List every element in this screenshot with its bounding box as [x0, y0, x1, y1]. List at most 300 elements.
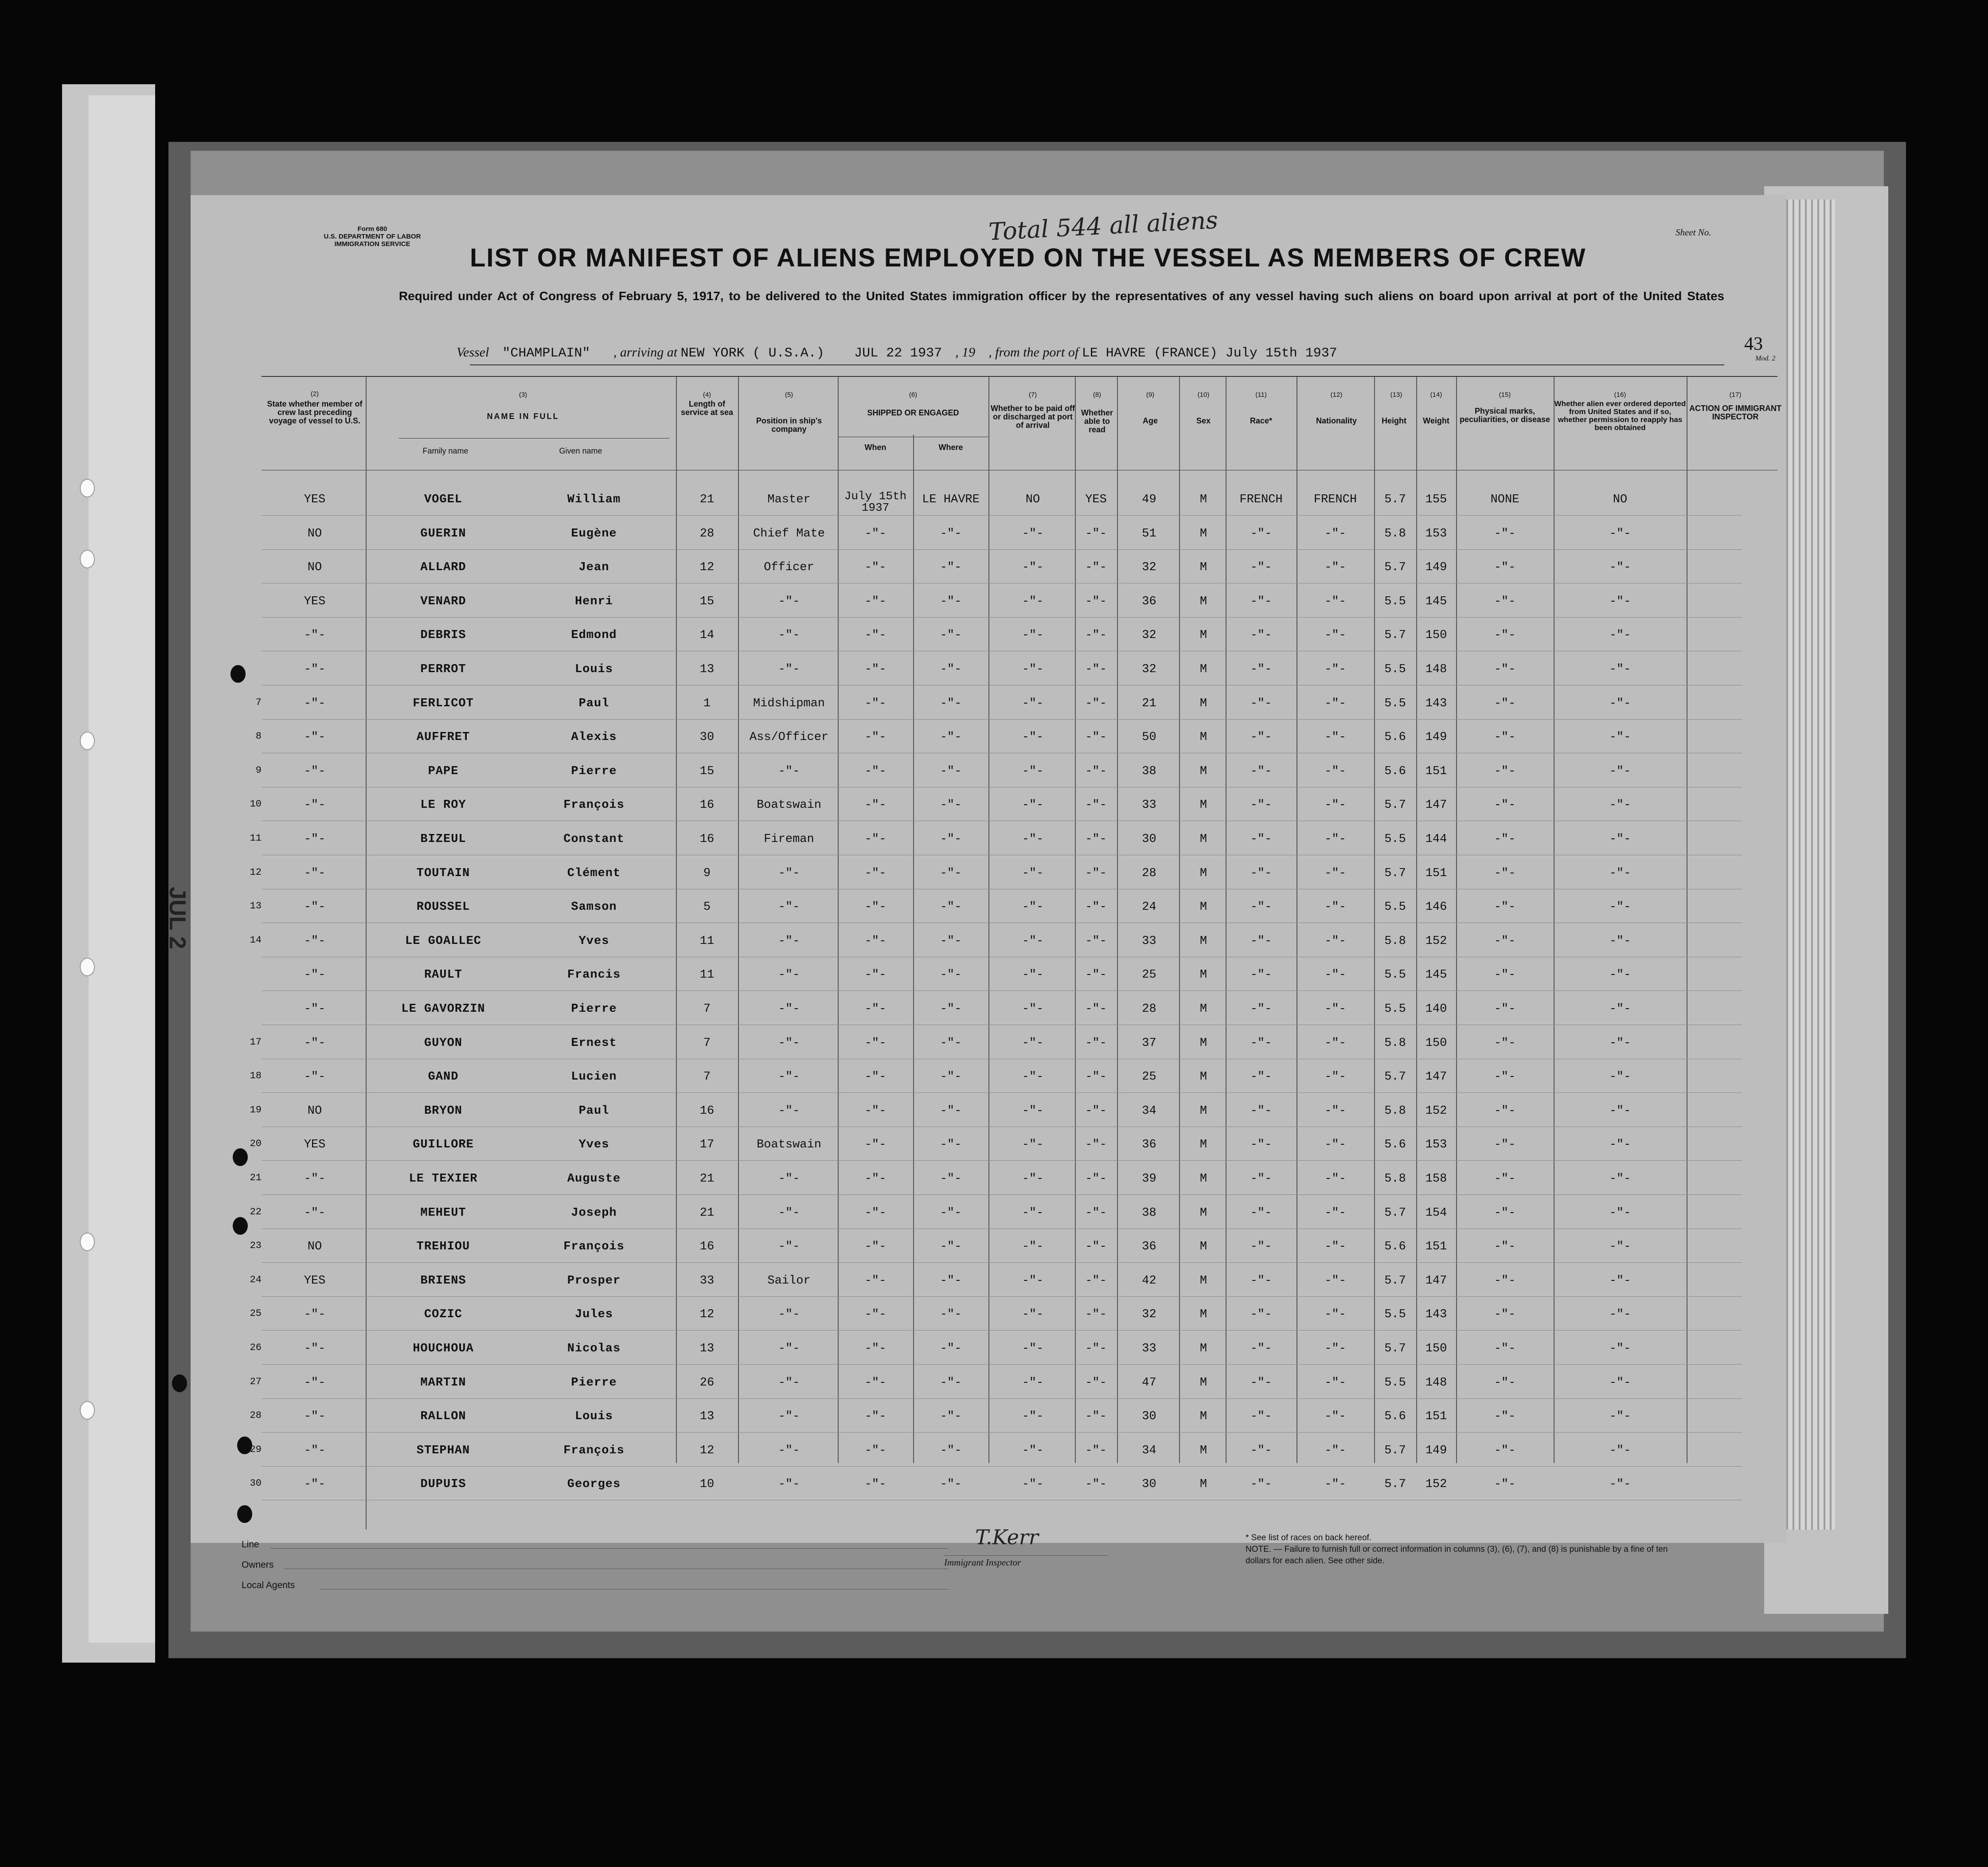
able-to-read-cell: -"- — [1085, 1104, 1107, 1118]
shipped-when-cell: -"- — [864, 629, 887, 642]
deported-cell: -"- — [1609, 1138, 1631, 1151]
weight-cell: 143 — [1425, 697, 1447, 710]
height-cell: 5.5 — [1384, 1002, 1406, 1016]
family-name-cell: PERROT — [420, 663, 466, 676]
race-cell: -"- — [1250, 1206, 1272, 1220]
given-name-cell: Ernest — [571, 1037, 617, 1050]
physical-marks-cell: -"- — [1494, 798, 1516, 812]
physical-marks-cell: -"- — [1494, 731, 1516, 744]
col-17-number: (17) — [1729, 391, 1742, 399]
line-number: 19 — [250, 1104, 262, 1116]
arriving-port: NEW YORK ( U.S.A.) — [680, 346, 824, 361]
weight-cell: 151 — [1425, 1240, 1447, 1253]
height-cell: 5.6 — [1384, 1240, 1406, 1253]
height-cell: 5.5 — [1384, 595, 1406, 608]
shipped-when-cell: -"- — [864, 1138, 887, 1151]
shipped-when-cell: -"- — [864, 1037, 887, 1050]
able-to-read-cell: -"- — [1085, 561, 1107, 574]
row-rule — [262, 719, 1742, 720]
length-of-service-cell: 12 — [699, 1444, 715, 1457]
age-cell: 30 — [1142, 1478, 1156, 1491]
position-cell: Sailor — [767, 1274, 811, 1288]
prev-voyage-cell: -"- — [304, 1342, 326, 1355]
shipped-when-cell: -"- — [864, 1240, 887, 1253]
race-cell: -"- — [1250, 833, 1272, 846]
sex-cell: M — [1199, 493, 1207, 506]
family-name-cell: TREHIOU — [416, 1240, 470, 1253]
owners-label: Owners — [242, 1560, 274, 1570]
age-cell: 38 — [1142, 765, 1156, 778]
paid-off-cell: -"- — [1022, 1037, 1044, 1050]
shipped-when-cell: -"- — [864, 833, 887, 846]
col-8-header: Whether able to read — [1081, 408, 1113, 434]
weight-cell: 147 — [1425, 1070, 1447, 1084]
position-cell: -"- — [778, 765, 800, 778]
shipped-when-cell: -"- — [864, 1410, 887, 1423]
position-cell: -"- — [778, 1070, 800, 1084]
shipped-where-cell: -"- — [940, 1037, 962, 1050]
mod-label: Mod. 2 — [1755, 355, 1776, 362]
paid-off-cell: -"- — [1022, 1478, 1044, 1491]
position-cell: -"- — [778, 1478, 800, 1491]
deported-cell: -"- — [1609, 1240, 1631, 1253]
nationality-cell: -"- — [1324, 1037, 1346, 1050]
paid-off-cell: -"- — [1022, 1444, 1044, 1457]
length-of-service-cell: 13 — [699, 663, 715, 676]
race-cell: -"- — [1250, 663, 1272, 676]
paid-off-cell: NO — [1025, 493, 1040, 506]
deported-cell: -"- — [1609, 1037, 1631, 1050]
line-number: 9 — [255, 765, 262, 776]
length-of-service-cell: 12 — [699, 1308, 715, 1321]
height-cell: 5.8 — [1384, 527, 1406, 540]
prev-voyage-cell: YES — [304, 493, 326, 506]
deported-cell: -"- — [1609, 798, 1631, 812]
age-cell: 51 — [1142, 527, 1156, 540]
paid-off-cell: -"- — [1022, 629, 1044, 642]
paid-off-cell: -"- — [1022, 867, 1044, 880]
weight-cell: 151 — [1425, 867, 1447, 880]
given-name-cell: Nicolas — [567, 1342, 621, 1355]
weight-cell: 151 — [1425, 765, 1447, 778]
height-cell: 5.7 — [1384, 1444, 1406, 1457]
shipped-where-cell: -"- — [940, 1138, 962, 1151]
race-cell: -"- — [1250, 1274, 1272, 1288]
physical-marks-cell: -"- — [1494, 968, 1516, 982]
sex-cell: M — [1199, 798, 1207, 812]
col-5-number: (5) — [785, 391, 793, 399]
age-cell: 24 — [1142, 900, 1156, 914]
family-name-cell: BIZEUL — [420, 833, 466, 846]
able-to-read-cell: -"- — [1085, 1478, 1107, 1491]
length-of-service-cell: 11 — [699, 935, 715, 948]
prev-voyage-cell: NO — [307, 1104, 322, 1118]
line-number: 29 — [250, 1444, 262, 1455]
given-name-cell: Clément — [567, 867, 621, 880]
shipped-where-cell: -"- — [940, 1240, 962, 1253]
service-name: IMMIGRATION SERVICE — [334, 240, 410, 248]
length-of-service-cell: 16 — [699, 1104, 715, 1118]
length-of-service-cell: 13 — [699, 1410, 715, 1423]
given-name-cell: Eugène — [571, 527, 617, 540]
col-11-header: Race* — [1250, 416, 1273, 425]
row-rule — [262, 1466, 1742, 1467]
deported-cell: -"- — [1609, 697, 1631, 710]
nationality-cell: -"- — [1324, 1240, 1346, 1253]
race-cell: -"- — [1250, 1138, 1272, 1151]
line-number: 20 — [250, 1138, 262, 1149]
age-cell: 32 — [1142, 561, 1156, 574]
prev-voyage-cell: NO — [307, 1240, 322, 1253]
col-5-header: Position in ship's company — [756, 416, 822, 434]
weight-cell: 147 — [1425, 798, 1447, 812]
deported-cell: -"- — [1609, 561, 1631, 574]
weight-cell: 146 — [1425, 900, 1447, 914]
given-name-cell: Francis — [567, 968, 621, 982]
physical-marks-cell: -"- — [1494, 697, 1516, 710]
family-name-cell: LE GOALLEC — [405, 935, 482, 948]
weight-cell: 155 — [1425, 493, 1447, 506]
paid-off-cell: -"- — [1022, 765, 1044, 778]
sex-cell: M — [1199, 968, 1207, 982]
paid-off-cell: -"- — [1022, 900, 1044, 914]
family-name-cell: PAPE — [428, 765, 459, 778]
sex-cell: M — [1199, 1206, 1207, 1220]
row-rule — [262, 1092, 1742, 1093]
height-cell: 5.7 — [1384, 1274, 1406, 1288]
shipped-where-cell: -"- — [940, 833, 962, 846]
able-to-read-cell: -"- — [1085, 731, 1107, 744]
weight-cell: 149 — [1425, 1444, 1447, 1457]
weight-cell: 140 — [1425, 1002, 1447, 1016]
nationality-cell: -"- — [1324, 1206, 1346, 1220]
prev-voyage-cell: -"- — [304, 1410, 326, 1423]
height-cell: 5.7 — [1384, 1206, 1406, 1220]
shipped-where-cell: -"- — [940, 1410, 962, 1423]
binder-hole — [233, 1217, 248, 1235]
race-cell: -"- — [1250, 595, 1272, 608]
prev-voyage-cell: -"- — [304, 968, 326, 982]
race-cell: -"- — [1250, 935, 1272, 948]
deported-cell: NO — [1613, 493, 1628, 506]
sex-cell: M — [1199, 833, 1207, 846]
shipped-where-cell: -"- — [940, 765, 962, 778]
physical-marks-cell: -"- — [1494, 1342, 1516, 1355]
given-name-cell: Joseph — [571, 1206, 617, 1220]
nationality-cell: -"- — [1324, 765, 1346, 778]
vessel-line — [457, 345, 1769, 361]
col-divider — [366, 377, 367, 1530]
able-to-read-cell: -"- — [1085, 765, 1107, 778]
able-to-read-cell: -"- — [1085, 900, 1107, 914]
weight-cell: 153 — [1425, 1138, 1447, 1151]
height-cell: 5.5 — [1384, 833, 1406, 846]
line-number: 18 — [250, 1070, 262, 1081]
able-to-read-cell: -"- — [1085, 1240, 1107, 1253]
given-name-cell: François — [563, 1240, 625, 1253]
shipped-where-cell: -"- — [940, 1206, 962, 1220]
row-rule — [262, 617, 1742, 618]
strip-hole — [80, 1401, 95, 1420]
deported-cell: -"- — [1609, 629, 1631, 642]
paid-off-cell: -"- — [1022, 935, 1044, 948]
line-number: 25 — [250, 1308, 262, 1319]
sex-cell: M — [1199, 1478, 1207, 1491]
shipped-where-cell: -"- — [940, 1478, 962, 1491]
prev-voyage-cell: YES — [304, 1138, 326, 1151]
given-name-cell: Jean — [578, 561, 609, 574]
deported-cell: -"- — [1609, 1002, 1631, 1016]
position-cell: -"- — [778, 935, 800, 948]
prev-voyage-cell: -"- — [304, 1376, 326, 1389]
race-cell: -"- — [1250, 629, 1272, 642]
strip-hole — [80, 732, 95, 750]
position-cell: -"- — [778, 663, 800, 676]
stacked-page-edges — [1782, 200, 1835, 1530]
row-rule — [262, 549, 1742, 550]
deported-cell: -"- — [1609, 1478, 1631, 1491]
row-rule — [262, 1432, 1742, 1433]
length-of-service-cell: 16 — [699, 1240, 715, 1253]
line-number: 27 — [250, 1376, 262, 1387]
age-cell: 28 — [1142, 1002, 1156, 1016]
physical-marks-cell: -"- — [1494, 663, 1516, 676]
able-to-read-cell: -"- — [1085, 1037, 1107, 1050]
shipped-when-cell: -"- — [864, 595, 887, 608]
shipped-where-cell: -"- — [940, 1308, 962, 1321]
family-name-cell: GUYON — [424, 1037, 462, 1050]
paid-off-cell: -"- — [1022, 798, 1044, 812]
given-name-cell: Alexis — [571, 731, 617, 744]
shipped-when-cell: -"- — [864, 1002, 887, 1016]
position-cell: -"- — [778, 1240, 800, 1253]
family-name-cell: MARTIN — [420, 1376, 466, 1389]
family-name-cell: MEHEUT — [420, 1206, 466, 1220]
line-number: 14 — [250, 935, 262, 946]
deported-cell: -"- — [1609, 1410, 1631, 1423]
age-cell: 32 — [1142, 629, 1156, 642]
deported-cell: -"- — [1609, 867, 1631, 880]
col-divider — [1117, 377, 1118, 1463]
family-name-cell: RAULT — [424, 968, 462, 982]
given-name-cell: Henri — [574, 595, 613, 608]
height-cell: 5.5 — [1384, 663, 1406, 676]
weight-cell: 158 — [1425, 1172, 1447, 1186]
length-of-service-cell: 33 — [699, 1274, 715, 1288]
race-cell: -"- — [1250, 1037, 1272, 1050]
age-cell: 39 — [1142, 1172, 1156, 1186]
sex-cell: M — [1199, 1138, 1207, 1151]
race-cell: -"- — [1250, 1240, 1272, 1253]
prev-voyage-cell: -"- — [304, 1478, 326, 1491]
able-to-read-cell: -"- — [1085, 663, 1107, 676]
height-cell: 5.5 — [1384, 968, 1406, 982]
page-subtitle: Required under Act of Congress of February 5, 1917, to be delivered to the United States immigration officer by the representatives of any vessel having such aliens on board upon arrival at port of the United States — [398, 289, 1725, 303]
race-cell: -"- — [1250, 1444, 1272, 1457]
given-name-cell: François — [563, 798, 625, 812]
side-date-stamp: JUL 2 — [164, 887, 190, 949]
sex-cell: M — [1199, 561, 1207, 574]
nationality-cell: -"- — [1324, 1308, 1346, 1321]
nationality-cell: -"- — [1324, 731, 1346, 744]
binder-hole — [230, 665, 246, 683]
row-rule — [262, 515, 1742, 516]
paid-off-cell: -"- — [1022, 1240, 1044, 1253]
shipped-when-cell: -"- — [864, 527, 887, 540]
table-top-rule — [262, 376, 1777, 377]
col-16-header: Whether alien ever ordered deported from United States and if so, whether permission to reapply has been obtained — [1554, 399, 1686, 432]
shipped-where-cell: -"- — [940, 1444, 962, 1457]
col-10-number: (10) — [1197, 391, 1210, 399]
given-name-cell: Georges — [567, 1478, 621, 1491]
age-cell: 34 — [1142, 1104, 1156, 1118]
given-name-cell: Prosper — [567, 1274, 621, 1288]
length-of-service-cell: 5 — [703, 900, 711, 914]
race-cell: -"- — [1250, 1410, 1272, 1423]
line-number: 7 — [255, 697, 262, 708]
position-cell: -"- — [778, 1172, 800, 1186]
weight-cell: 151 — [1425, 1410, 1447, 1423]
given-name-cell: Paul — [578, 1104, 609, 1118]
col-3-number: (3) — [519, 391, 527, 399]
able-to-read-cell: -"- — [1085, 1138, 1107, 1151]
col-9-header: Age — [1142, 416, 1158, 425]
paid-off-cell: -"- — [1022, 731, 1044, 744]
able-to-read-cell: -"- — [1085, 1206, 1107, 1220]
weight-cell: 152 — [1425, 935, 1447, 948]
form-number: Form 680 — [357, 225, 387, 233]
col-6-number: (6) — [909, 391, 918, 399]
age-cell: 38 — [1142, 1206, 1156, 1220]
year-label: , 19 — [955, 345, 976, 360]
weight-cell: 147 — [1425, 1274, 1447, 1288]
family-name-cell: STEPHAN — [416, 1444, 470, 1457]
race-note: * See list of races on back hereof. — [1246, 1533, 1372, 1542]
length-of-service-cell: 26 — [699, 1376, 715, 1389]
shipped-where-cell: -"- — [940, 1342, 962, 1355]
position-cell: Ass/Officer — [749, 731, 829, 744]
age-cell: 33 — [1142, 798, 1156, 812]
sex-cell: M — [1199, 527, 1207, 540]
weight-cell: 148 — [1425, 663, 1447, 676]
able-to-read-cell: -"- — [1085, 595, 1107, 608]
length-of-service-cell: 15 — [699, 765, 715, 778]
sex-cell: M — [1199, 1444, 1207, 1457]
shipped-when-cell: -"- — [864, 1342, 887, 1355]
physical-marks-cell: -"- — [1494, 1444, 1516, 1457]
shipped-where-cell: -"- — [940, 935, 962, 948]
sex-cell: M — [1199, 1308, 1207, 1321]
from-port: LE HAVRE (FRANCE) July 15th 1937 — [1082, 346, 1337, 361]
deported-cell: -"- — [1609, 900, 1631, 914]
family-name-cell: GAND — [428, 1070, 459, 1084]
prev-voyage-cell: -"- — [304, 1206, 326, 1220]
family-name-header: Family name — [422, 446, 469, 455]
row-rule — [262, 1296, 1742, 1297]
age-cell: 36 — [1142, 595, 1156, 608]
col-12-number: (12) — [1330, 391, 1343, 399]
height-cell: 5.6 — [1384, 731, 1406, 744]
nationality-cell: -"- — [1324, 1104, 1346, 1118]
nationality-cell: -"- — [1324, 1274, 1346, 1288]
age-cell: 42 — [1142, 1274, 1156, 1288]
given-name-header: Given name — [559, 446, 602, 455]
paid-off-cell: -"- — [1022, 595, 1044, 608]
handwritten-note: Total 544 all aliens — [988, 206, 1219, 246]
nationality-cell: -"- — [1324, 867, 1346, 880]
race-cell: -"- — [1250, 1308, 1272, 1321]
paid-off-cell: -"- — [1022, 1376, 1044, 1389]
able-to-read-cell: YES — [1085, 493, 1107, 506]
age-cell: 49 — [1142, 493, 1156, 506]
form-info — [319, 225, 426, 248]
shipped-when-cell: -"- — [864, 731, 887, 744]
shipped-when-cell: July 15th 1937 — [844, 490, 907, 514]
physical-marks-cell: -"- — [1494, 900, 1516, 914]
shipped-where-cell: -"- — [940, 1274, 962, 1288]
paid-off-cell: -"- — [1022, 697, 1044, 710]
family-name-cell: RALLON — [420, 1410, 466, 1423]
prev-voyage-cell: YES — [304, 595, 326, 608]
nationality-cell: -"- — [1324, 798, 1346, 812]
given-name-cell: Edmond — [571, 629, 617, 642]
col-divider — [988, 377, 989, 1463]
height-cell: 5.5 — [1384, 697, 1406, 710]
able-to-read-cell: -"- — [1085, 1172, 1107, 1186]
col-13-number: (13) — [1390, 391, 1402, 399]
col-15-header: Physical marks, peculiarities, or disease — [1459, 407, 1551, 424]
race-cell: -"- — [1250, 765, 1272, 778]
race-cell: -"- — [1250, 731, 1272, 744]
paid-off-cell: -"- — [1022, 1342, 1044, 1355]
family-name-cell: COZIC — [424, 1308, 462, 1321]
physical-marks-cell: -"- — [1494, 867, 1516, 880]
line-number: 8 — [255, 731, 262, 742]
shipped-when-cell: -"- — [864, 1274, 887, 1288]
race-cell: FRENCH — [1239, 493, 1283, 506]
position-cell: -"- — [778, 968, 800, 982]
col-4-number: (4) — [703, 391, 711, 399]
age-cell: 25 — [1142, 968, 1156, 982]
col-7-header: Whether to be paid off or discharged at port of arrival — [991, 404, 1075, 430]
family-name-cell: LE TEXIER — [409, 1172, 478, 1186]
sex-cell: M — [1199, 731, 1207, 744]
deported-cell: -"- — [1609, 765, 1631, 778]
deported-cell: -"- — [1609, 1308, 1631, 1321]
deported-cell: -"- — [1609, 1070, 1631, 1084]
deported-cell: -"- — [1609, 731, 1631, 744]
prev-voyage-cell: -"- — [304, 663, 326, 676]
deported-cell: -"- — [1609, 1444, 1631, 1457]
shipped-when-cell: -"- — [864, 867, 887, 880]
line-number: 24 — [250, 1274, 262, 1285]
line-number: 12 — [250, 867, 262, 878]
physical-marks-cell: -"- — [1494, 561, 1516, 574]
length-of-service-cell: 7 — [703, 1037, 711, 1050]
race-cell: -"- — [1250, 1478, 1272, 1491]
vessel-line-rule — [470, 364, 1724, 365]
deported-cell: -"- — [1609, 663, 1631, 676]
shipped-when-cell: -"- — [864, 765, 887, 778]
race-cell: -"- — [1250, 1070, 1272, 1084]
position-cell: -"- — [778, 867, 800, 880]
nationality-cell: -"- — [1324, 1172, 1346, 1186]
age-cell: 36 — [1142, 1138, 1156, 1151]
physical-marks-cell: -"- — [1494, 1410, 1516, 1423]
paid-off-cell: -"- — [1022, 1104, 1044, 1118]
signature-rule — [944, 1555, 1108, 1556]
shipped-when-cell: -"- — [864, 1478, 887, 1491]
